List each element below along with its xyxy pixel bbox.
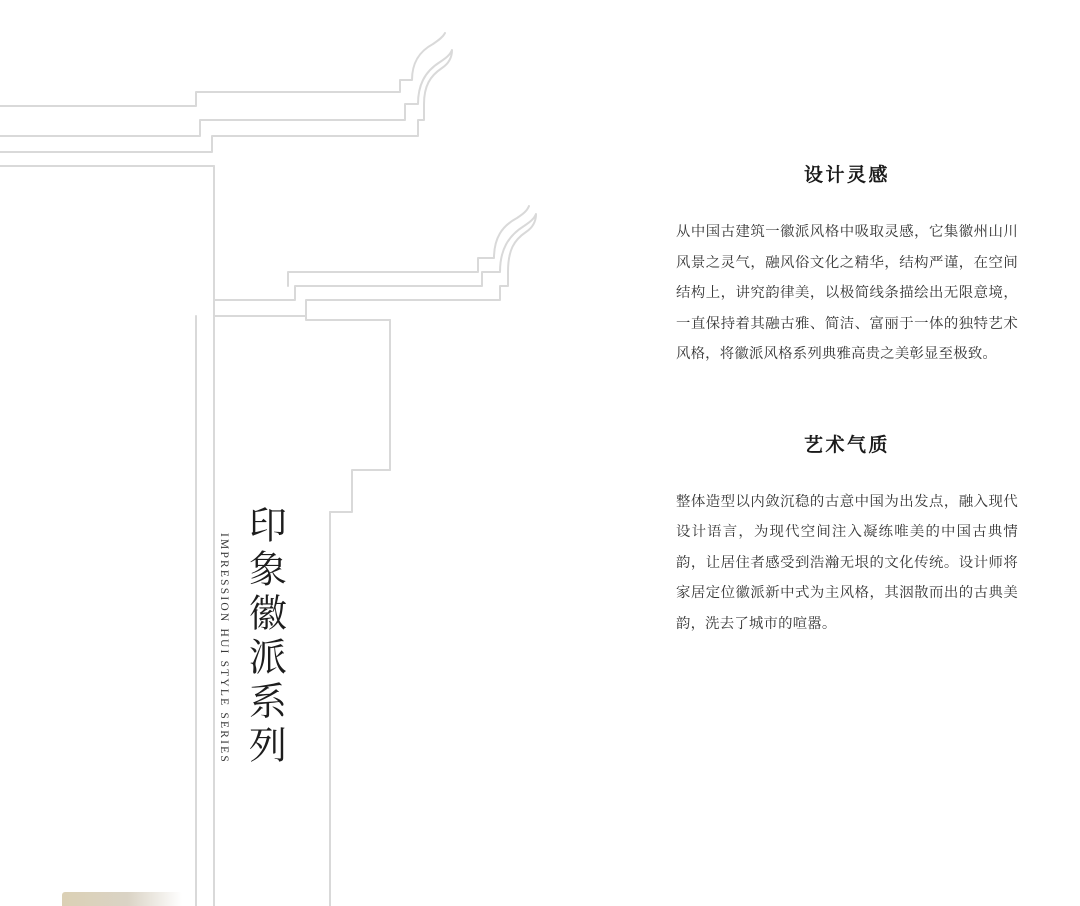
vertical-title-block: [218, 505, 286, 795]
section-artistic-temperament: [676, 430, 1018, 640]
section-heading-artistic-temperament: 艺术气质: [803, 434, 890, 456]
section-heading-design-inspiration: 设计灵感: [803, 165, 890, 186]
series-title-english: IMPRESSION HUI STYLE SERIES: [218, 533, 230, 764]
series-title-chinese: 印象徽派系列: [242, 505, 285, 769]
section-design-inspiration: [676, 160, 1018, 370]
section-body-design-inspiration: 从中国古建筑一徽派风格中吸取灵感，它集徽州山川风景之灵气，融风俗文化之精华，结构严谨，在空间结构上，讲究韵律美，以极简线条描绘出无限意境，一直保持着其融古雅、简洁、富丽于一体的独特艺术风格，将徽派风格系列典雅高贵之美彰显至极致。: [676, 224, 1018, 363]
section-body-artistic-temperament: 整体造型以内敛沉稳的古意中国为出发点，融入现代设计语言，为现代空间注入凝练唯美的中国古典情韵，让居住者感受到浩瀚无垠的文化传统。设计师将家居定位徽派新中式为主风格，其洇散而出的古典美韵，洗去了城市的喧嚣。: [676, 493, 1018, 632]
bottom-decorative-accent: [62, 892, 182, 906]
text-content-column: [676, 160, 1018, 639]
